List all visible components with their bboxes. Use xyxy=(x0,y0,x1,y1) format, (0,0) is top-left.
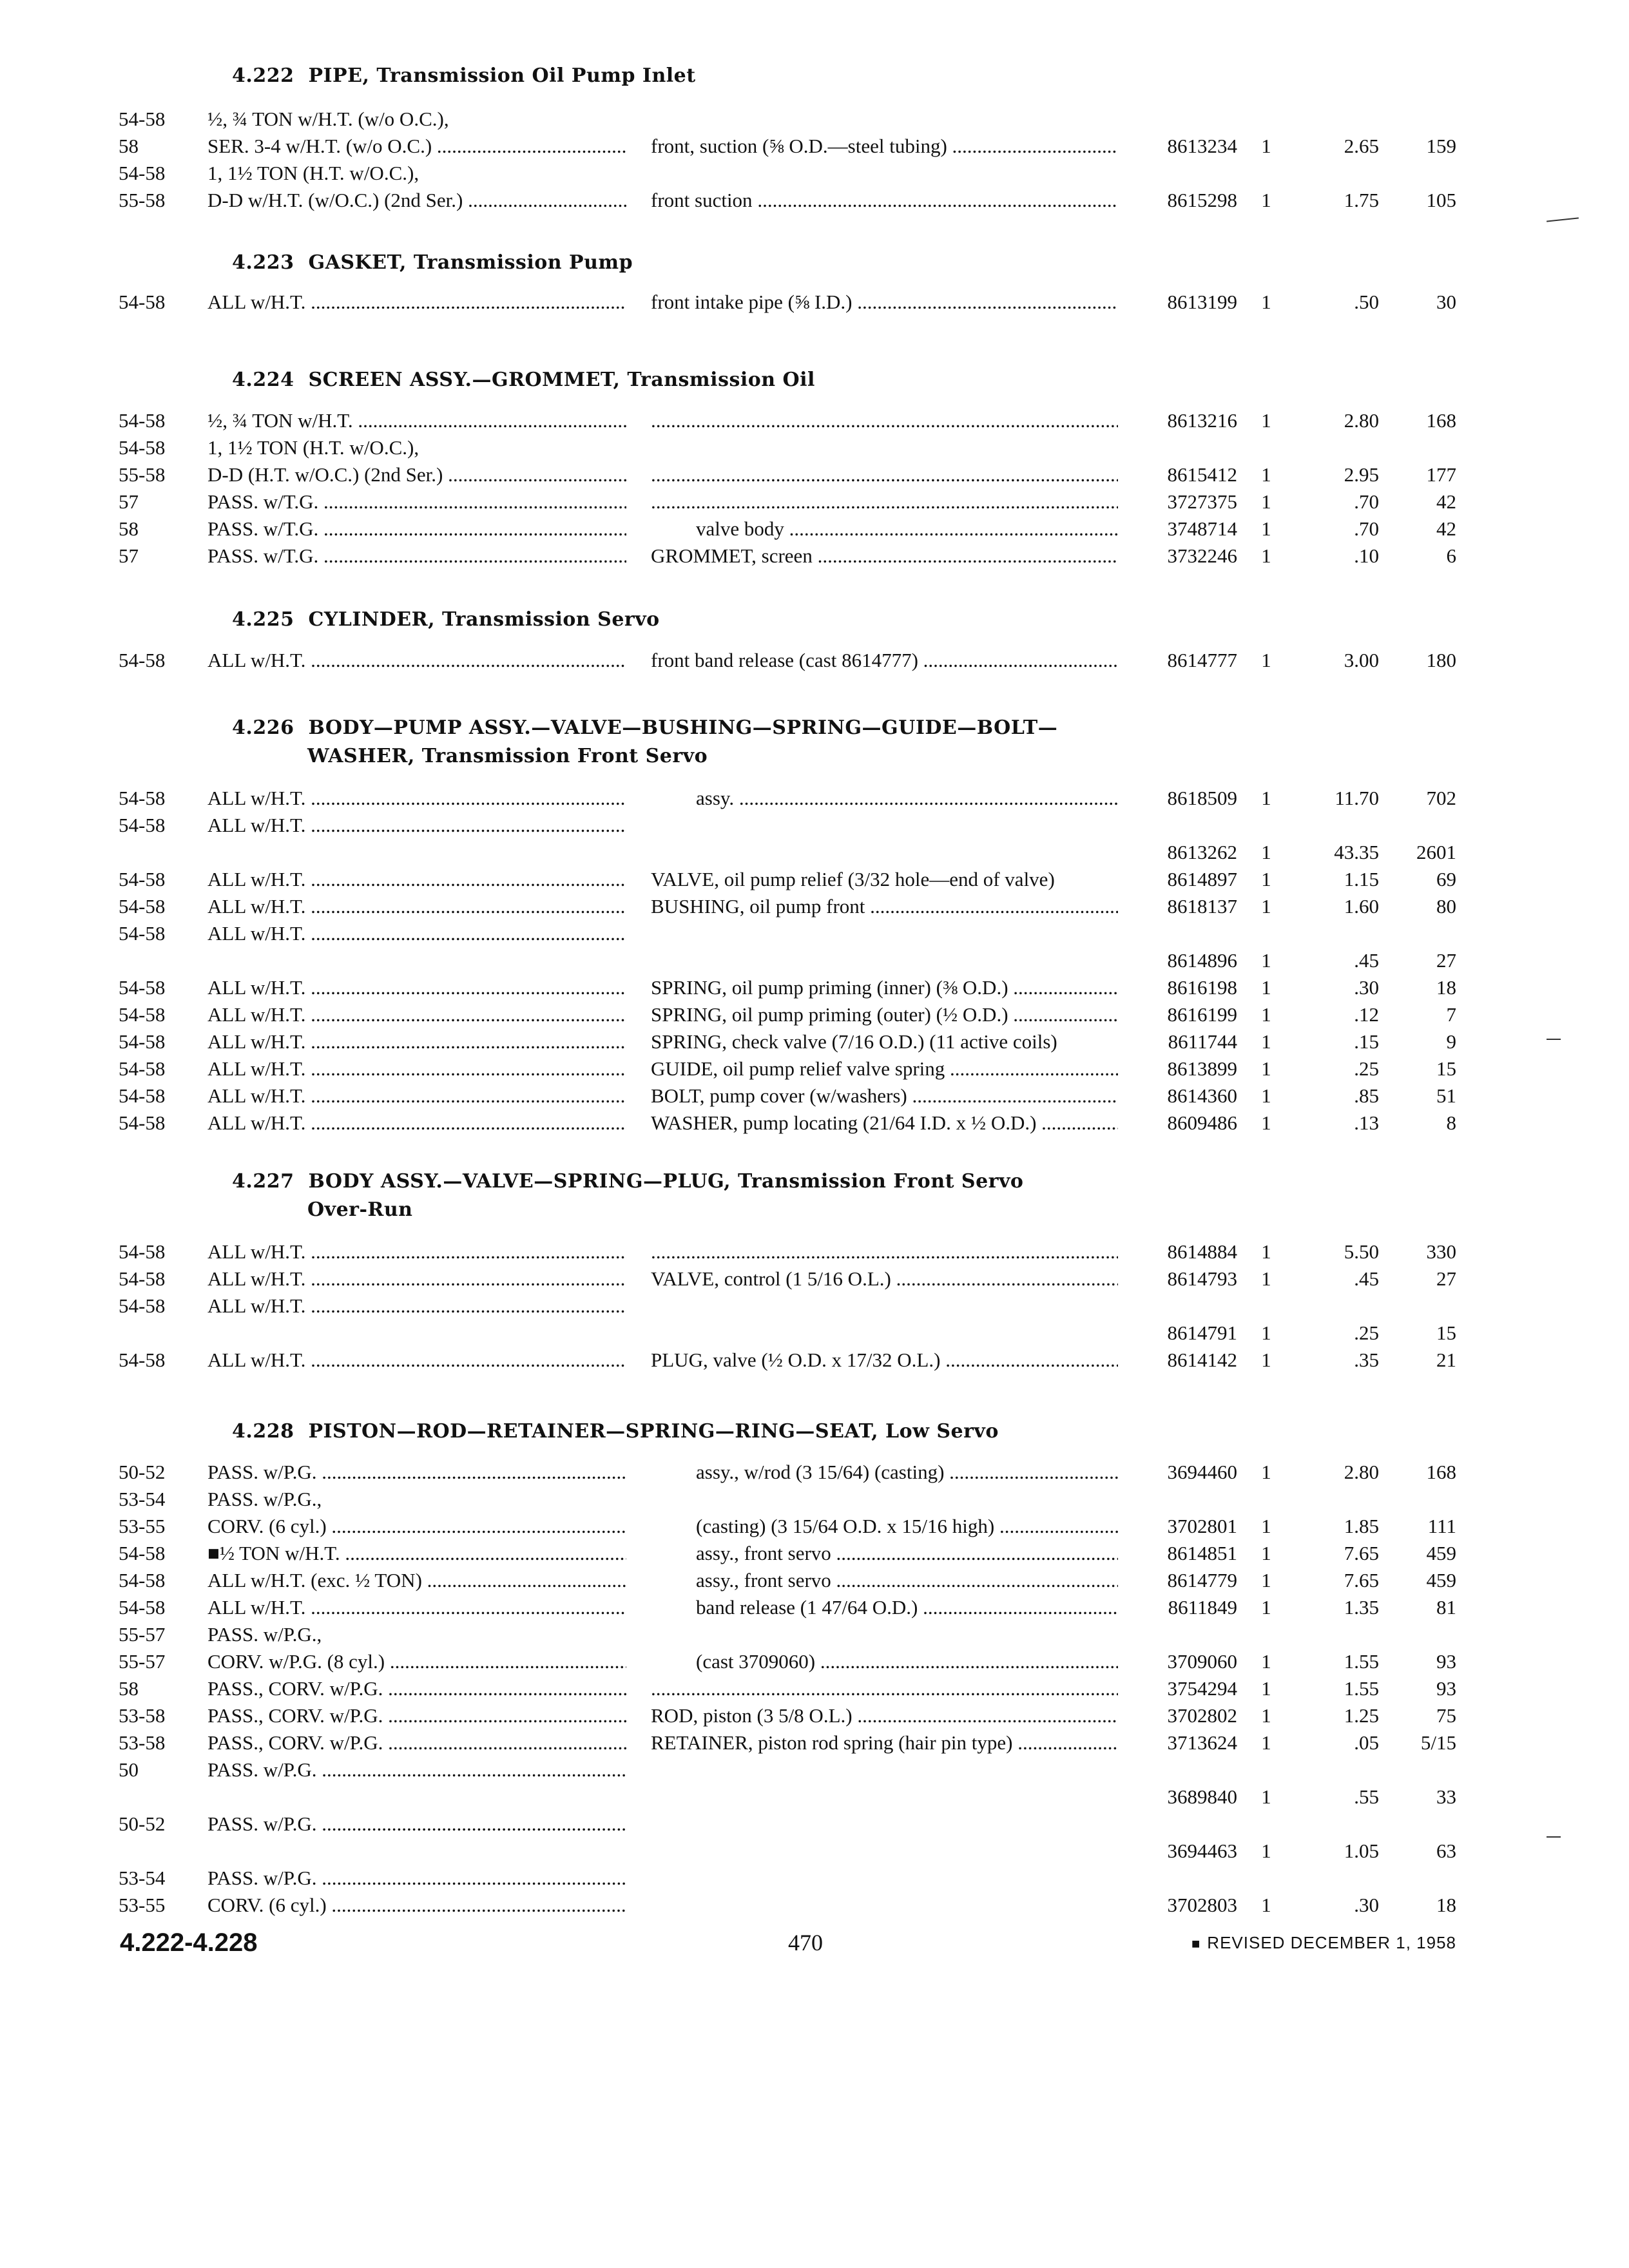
table-row: 53-55 CORV. (6 cyl.) ..... xyxy=(0,1892,1629,1919)
table-row: 53-54 PASS. w/P.G. ..... 3702803 1 .30 18 xyxy=(0,1865,1629,1919)
section-heading: 4.222 PIPE, Transmission Oil Pump Inlet xyxy=(232,64,696,87)
table-row: 55-58 D-D w/H.T. (w/O.C.) (2nd Ser.) ..... front suction ..... 8615298 1 1.75 105 xyxy=(0,187,1629,214)
page-footer xyxy=(0,1923,1629,1962)
section-heading: 4.228 PISTON—ROD—RETAINER—SPRING—RING—SEAT, Low Servo xyxy=(232,1420,999,1443)
table-row: 53-58 PASS., CORV. w/P.G. ..... RETAINER, piston rod spring (hair pin type) ..... 3713624 1 .05 5/15 xyxy=(0,1729,1629,1756)
table-row: 54-58 ALL w/H.T. ..... SPRING, oil pump priming (outer) (½ O.D.) ..... 8616199 1 .12 7 xyxy=(0,1001,1629,1028)
table-row: 53-58 PASS., CORV. w/P.G. ..... ROD, piston (3 5/8 O.L.) ..... 3702802 1 1.25 75 xyxy=(0,1702,1629,1729)
table-row: 50-52 PASS. w/P.G. ..... assy., w/rod (3 15/64) (casting) ..... 3694460 1 2.80 168 xyxy=(0,1459,1629,1486)
table-row: 54-58 ALL w/H.T. ..... SPRING, oil pump priming (inner) (⅜ O.D.) ..... 8616198 1 .30 18 xyxy=(0,974,1629,1001)
margin-mark xyxy=(1547,217,1579,222)
table-row: 55-57 PASS. w/P.G., xyxy=(119,1623,322,1646)
table-row: 54-58 ALL w/H.T. (exc. ½ TON) ..... assy., front servo ..... 8614779 1 7.65 459 xyxy=(0,1567,1629,1594)
table-row: 54-58 ALL w/H.T. ..... front band release (cast 8614777) ..... 8614777 1 3.00 180 xyxy=(0,647,1629,674)
table-row: 50 PASS. w/P.G. ..... 3689840 1 .55 33 xyxy=(0,1756,1629,1811)
section-heading-line2: WASHER, Transmission Front Servo xyxy=(307,745,708,767)
table-row: 54-58 ALL w/H.T. ..... 8613262 1 43.35 2601 xyxy=(0,812,1629,866)
page-number: 470 xyxy=(788,1930,823,1956)
table-row: 54-58 1, 1½ TON (H.T. w/O.C.), xyxy=(119,436,419,459)
table-row: 54-58 ALL w/H.T. ..... BUSHING, oil pump front ..... 8618137 1 1.60 80 xyxy=(0,893,1629,920)
section-heading: 4.224 SCREEN ASSY.—GROMMET, Transmission Oil xyxy=(232,369,815,391)
table-row: 54-58 ALL w/H.T. ..... ..... 8614884 1 5.50 330 xyxy=(0,1238,1629,1265)
table-row: 54-58 ALL w/H.T. ..... VALVE, oil pump relief (3/32 hole—end of valve) 8614897 1 1.15 69 xyxy=(0,866,1629,893)
table-row: 53-55 CORV. (6 cyl.) ..... (casting) (3 15/64 O.D. x 15/16 high) ..... 3702801 1 1.85 111 xyxy=(0,1513,1629,1540)
table-row: 54-58 ALL w/H.T. ..... 8614896 1 .45 27 xyxy=(0,920,1629,974)
table-row: 54-58 ALL w/H.T. ..... VALVE, control (1 5/16 O.L.) ..... 8614793 1 .45 27 xyxy=(0,1265,1629,1293)
revision-note: ■ REVISED DECEMBER 1, 1958 xyxy=(1191,1933,1456,1952)
table-row: 53-54 PASS. w/P.G., xyxy=(119,1488,322,1510)
table-row: 55-57 CORV. w/P.G. (8 cyl.) ..... (cast 3709060) ..... 3709060 1 1.55 93 xyxy=(0,1648,1629,1675)
table-row: 57 PASS. w/T.G. ..... ..... 3727375 1 .70 42 xyxy=(0,488,1629,515)
table-row: 58 PASS. w/T.G. ..... valve body ..... 3748714 1 .70 42 xyxy=(0,515,1629,543)
section-heading: 4.226 BODY—PUMP ASSY.—VALVE—BUSHING—SPRING—GUIDE—BOLT— xyxy=(232,716,1058,739)
table-row: 54-58 ALL w/H.T. ..... 8614791 1 .25 15 xyxy=(0,1293,1629,1347)
table-row: 54-58 ALL w/H.T. ..... GUIDE, oil pump relief valve spring ..... 8613899 1 .25 15 xyxy=(0,1055,1629,1082)
table-row: 54-58 ALL w/H.T. ..... band release (1 47/64 O.D.) ..... 8611849 1 1.35 81 xyxy=(0,1594,1629,1621)
table-row: 57 PASS. w/T.G. ..... GROMMET, screen ..... 3732246 1 .10 6 xyxy=(0,543,1629,570)
table-row: 54-58 ALL w/H.T. ..... WASHER, pump locating (21/64 I.D. x ½ O.D.) ..... 8609486 1 .13 8 xyxy=(0,1110,1629,1137)
table-row: 54-58 ALL w/H.T. ..... assy. ..... 8618509 1 11.70 702 xyxy=(0,785,1629,812)
table-row: 58 PASS., CORV. w/P.G. ..... ..... 3754294 1 1.55 93 xyxy=(0,1675,1629,1702)
section-heading: 4.225 CYLINDER, Transmission Servo xyxy=(232,608,660,631)
margin-mark xyxy=(1547,1836,1561,1838)
margin-mark xyxy=(1547,1039,1561,1040)
table-row: 54-58 ALL w/H.T. ..... front intake pipe (⅝ I.D.) ..... 8613199 1 .50 30 xyxy=(0,289,1629,316)
table-row: 50-52 PASS. w/P.G. ..... 3694463 1 1.05 63 xyxy=(0,1811,1629,1865)
table-row: 54-58 ALL w/H.T. ..... BOLT, pump cover (w/washers) ..... 8614360 1 .85 51 xyxy=(0,1082,1629,1110)
table-row: 54-58 1, 1½ TON (H.T. w/O.C.), xyxy=(119,162,419,184)
section-range: 4.222-4.228 xyxy=(120,1928,258,1957)
table-row: 54-58 ½, ¾ TON w/H.T. (w/o O.C.), xyxy=(119,108,449,130)
table-row: 54-58 ■½ TON w/H.T. ..... assy., front servo ..... 8614851 1 7.65 459 xyxy=(0,1540,1629,1567)
section-heading-line2: Over-Run xyxy=(307,1198,413,1221)
table-row: 54-58 ALL w/H.T. ..... PLUG, valve (½ O.D. x 17/32 O.L.) ..... 8614142 1 .35 21 xyxy=(0,1347,1629,1374)
section-heading: 4.223 GASKET, Transmission Pump xyxy=(232,251,633,274)
square-bullet-icon: ■ xyxy=(1191,1936,1201,1952)
table-row: 54-58 ALL w/H.T. ..... SPRING, check valve (7/16 O.D.) (11 active coils) 8611744 1 .15 9 xyxy=(0,1028,1629,1055)
table-row: 54-58 ½, ¾ TON w/H.T. ..... ..... 8613216 1 2.80 168 xyxy=(0,407,1629,434)
table-row: 58 SER. 3-4 w/H.T. (w/o O.C.) ..... front, suction (⅝ O.D.—steel tubing) ..... 8613234 1 2.65 159 xyxy=(0,133,1629,160)
section-heading: 4.227 BODY ASSY.—VALVE—SPRING—PLUG, Transmission Front Servo xyxy=(232,1170,1024,1193)
table-row: 55-58 D-D (H.T. w/O.C.) (2nd Ser.) ..... ..... 8615412 1 2.95 177 xyxy=(0,461,1629,488)
